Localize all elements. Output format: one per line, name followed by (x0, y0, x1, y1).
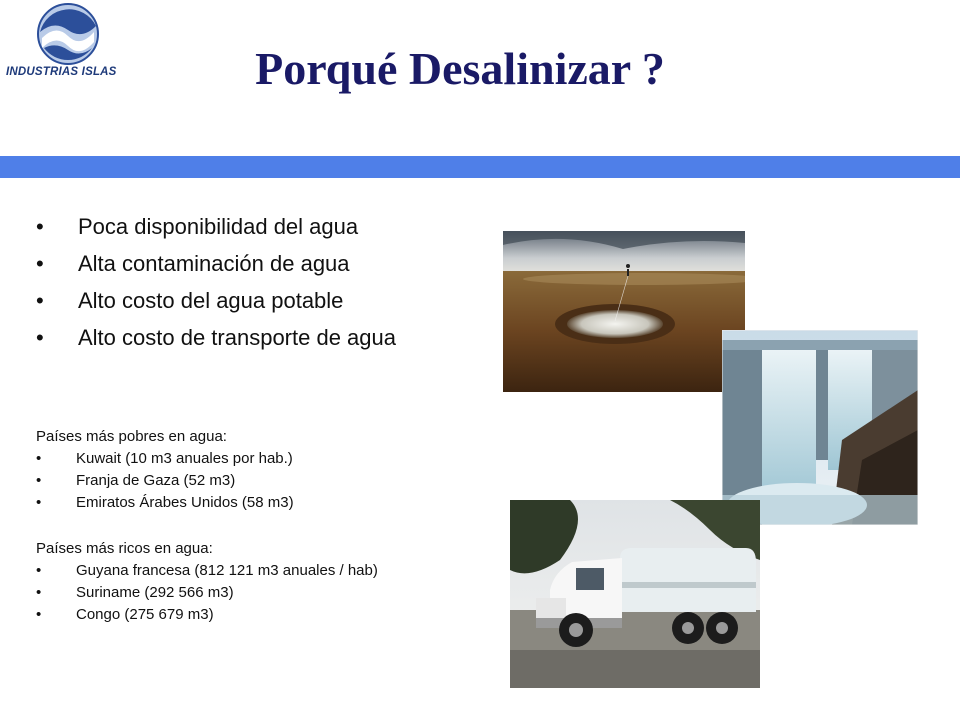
rich-countries-section (36, 538, 496, 626)
section-heading: Países más ricos en agua: (36, 540, 213, 557)
header-divider-band (0, 156, 960, 178)
list-item-text: Emiratos Árabes Unidos (58 m3) (76, 494, 294, 511)
list-item (36, 288, 456, 314)
list-item (36, 214, 456, 240)
bullet-icon: • (36, 450, 42, 467)
list-item-text: Franja de Gaza (52 m3) (76, 472, 236, 489)
bullet-icon: • (36, 214, 44, 239)
dry-waterhole-photo (503, 231, 745, 392)
bullet-icon: • (36, 472, 42, 489)
bullet-icon: • (36, 325, 44, 350)
list-item-text: Poca disponibilidad del agua (78, 214, 359, 239)
list-item-text: Kuwait (10 m3 anuales por hab.) (76, 450, 293, 467)
main-bullet-list (36, 214, 456, 362)
list-item-text: Alta contaminación de agua (78, 251, 350, 276)
poor-countries-section (36, 426, 496, 514)
bullet-icon: • (36, 251, 44, 276)
list-item (36, 582, 496, 604)
bullet-icon: • (36, 562, 42, 579)
water-tanker-truck-photo (510, 500, 760, 688)
bullet-icon: • (36, 584, 42, 601)
bullet-icon: • (36, 288, 44, 313)
page-title: Porqué Desalinizar ? (255, 43, 665, 94)
section-heading: Países más pobres en agua: (36, 428, 227, 445)
logo-text: INDUSTRIAS ISLAS (6, 66, 117, 78)
list-item-text: Suriname (292 566 m3) (76, 584, 234, 601)
list-item (36, 604, 496, 626)
list-item-text: Guyana francesa (812 121 m3 anuales / hab) (76, 562, 378, 579)
list-item-text: Congo (275 679 m3) (76, 606, 214, 623)
list-item (36, 492, 496, 514)
list-item (36, 560, 496, 582)
bullet-icon: • (36, 494, 42, 511)
bullet-icon: • (36, 606, 42, 623)
list-item-text: Alto costo del agua potable (78, 288, 344, 313)
list-item (36, 251, 456, 277)
dam-spillway-photo (722, 330, 918, 525)
list-item (36, 448, 496, 470)
list-item (36, 470, 496, 492)
list-item (36, 325, 428, 351)
list-item-text: Alto costo de transporte de agua (78, 325, 396, 350)
